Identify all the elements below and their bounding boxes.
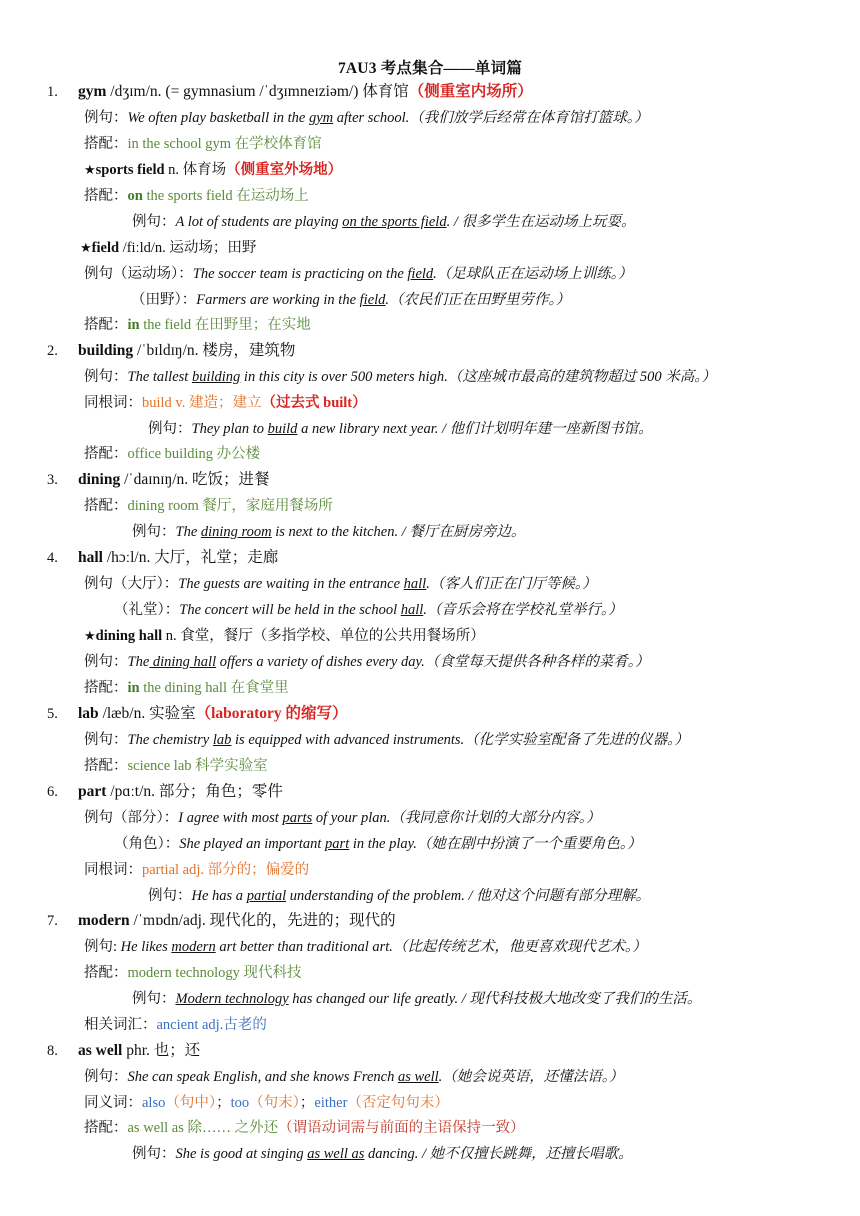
example-translation: （音乐会将在学校礼堂举行。） bbox=[426, 602, 623, 618]
collocation-keyword: in bbox=[127, 317, 140, 333]
definition: /fiːld/n. 运动场；田野 bbox=[119, 240, 257, 256]
collocation-text: the sports field 在运动场上 bbox=[142, 188, 309, 204]
example-text: of your plan. bbox=[312, 810, 391, 826]
related-words-line bbox=[84, 1015, 267, 1035]
example-label: 例句： bbox=[132, 524, 176, 540]
related-label: 相关词汇： bbox=[84, 1017, 157, 1033]
related-headword: field bbox=[91, 240, 120, 256]
example-text: in the play. bbox=[349, 836, 417, 852]
related-headword-line bbox=[84, 626, 485, 646]
example-label: 例句： bbox=[148, 421, 192, 437]
collocation-label: 搭配： bbox=[84, 136, 128, 152]
entry-number: 3. bbox=[47, 472, 58, 488]
example-keyword: on the sports field bbox=[342, 214, 447, 230]
example-translation: （比起传统艺术，他更喜欢现代艺术。） bbox=[392, 939, 647, 955]
collocation-keyword: in bbox=[127, 680, 140, 696]
definition: n. 食堂，餐厅 bbox=[162, 628, 253, 644]
headword: building bbox=[78, 342, 134, 359]
example-label: 例句（运动场）： bbox=[84, 266, 193, 282]
example-text: . / 很多学生在运动场上玩耍。 bbox=[446, 214, 636, 230]
entry-headword-line bbox=[78, 341, 295, 361]
example-text: The bbox=[127, 654, 150, 670]
collocation-line bbox=[84, 678, 289, 698]
cognate-label: 同根词： bbox=[84, 862, 142, 878]
example-translation: （她在剧中扮演了一个重要角色。） bbox=[416, 836, 642, 852]
example-keyword: Modern technology bbox=[175, 991, 289, 1007]
example-keyword: field bbox=[407, 266, 434, 282]
example-label: 例句： bbox=[84, 110, 128, 126]
example-translation: （化学实验室配备了先进的仪器。） bbox=[464, 732, 689, 748]
example-label: 例句： bbox=[84, 732, 128, 748]
related-headword: dining hall bbox=[95, 628, 163, 644]
entry-number: 1. bbox=[47, 84, 58, 100]
cognate-text: partial adj. 部分的；偏爱的 bbox=[142, 862, 310, 878]
related-headword-line bbox=[80, 238, 256, 258]
example-keyword: dining room bbox=[200, 524, 272, 540]
example-text: after school. bbox=[333, 110, 410, 126]
example-text: understanding of the problem. / 他对这个问题有部分理解。 bbox=[286, 888, 651, 904]
example-keyword: lab bbox=[212, 732, 232, 748]
example-line bbox=[84, 108, 649, 128]
collocation-text: modern technology 现代科技 bbox=[127, 965, 302, 981]
example-line bbox=[84, 367, 716, 387]
collocation-label: 搭配： bbox=[84, 188, 128, 204]
collocation-label: 搭配： bbox=[84, 446, 128, 462]
example-label: （田野）： bbox=[131, 292, 197, 308]
example-label: 例句： bbox=[84, 654, 128, 670]
example-text: is next to the kitchen. / 餐厅在厨房旁边。 bbox=[271, 524, 526, 540]
entry-number: 4. bbox=[47, 550, 58, 566]
example-keyword: build bbox=[267, 421, 298, 437]
example-text: . bbox=[438, 1069, 443, 1085]
example-text: . bbox=[433, 266, 437, 282]
related-headword-line bbox=[84, 160, 342, 180]
example-text: She can speak English, and she knows French bbox=[127, 1069, 398, 1085]
usage-note: （过去式 built） bbox=[261, 395, 367, 411]
example-text: The soccer team is practicing on the bbox=[192, 266, 408, 282]
headword: as well bbox=[78, 1042, 123, 1059]
example-line bbox=[148, 886, 650, 906]
entry-headword-line bbox=[78, 548, 278, 568]
collocation-text: dining room 餐厅，家庭用餐场所 bbox=[127, 498, 333, 514]
collocation-text: as well as 除…… 之外还 bbox=[127, 1120, 279, 1136]
example-keyword: parts bbox=[282, 810, 313, 826]
example-line bbox=[114, 600, 623, 620]
example-line bbox=[84, 574, 597, 594]
example-text: . bbox=[423, 602, 427, 618]
synonym-note: （否定句句末） bbox=[347, 1095, 449, 1111]
collocation-label: 搭配： bbox=[84, 317, 128, 333]
cognate-text: build v. 建造；建立 bbox=[142, 395, 262, 411]
headword: dining bbox=[78, 471, 121, 488]
example-text: He likes bbox=[120, 939, 172, 955]
entry-number: 2. bbox=[47, 343, 58, 359]
example-translation: （客人们正在门厅等候。） bbox=[429, 576, 597, 592]
example-text: The bbox=[175, 524, 201, 540]
example-label: 例句: bbox=[84, 939, 121, 955]
example-keyword: hall bbox=[400, 602, 424, 618]
entry-number: 6. bbox=[47, 784, 58, 800]
star-icon: ★ bbox=[84, 628, 96, 643]
headword: hall bbox=[78, 549, 103, 566]
collocation-label: 搭配： bbox=[84, 680, 128, 696]
definition: /pɑːt/n. 部分；角色；零件 bbox=[106, 783, 283, 800]
collocation-text: the dining hall 在食堂里 bbox=[139, 680, 289, 696]
definition: n. 体育场 bbox=[164, 162, 227, 178]
example-keyword: gym bbox=[308, 110, 334, 126]
cognate-line bbox=[84, 393, 367, 413]
collocation-label: 搭配： bbox=[84, 498, 128, 514]
usage-note: （laboratory 的缩写） bbox=[195, 705, 348, 722]
example-text: The guests are waiting in the entrance bbox=[178, 576, 404, 592]
collocation-line bbox=[84, 756, 268, 776]
cognate-label: 同根词： bbox=[84, 395, 142, 411]
example-line bbox=[132, 212, 635, 232]
collocation-text: the field 在田野里；在实地 bbox=[139, 317, 311, 333]
cognate-line bbox=[84, 860, 309, 880]
entry-headword-line bbox=[78, 911, 396, 931]
headword: part bbox=[78, 783, 107, 800]
star-icon: ★ bbox=[84, 162, 96, 177]
example-label: 例句： bbox=[84, 369, 128, 385]
example-line bbox=[84, 1067, 624, 1087]
example-line bbox=[132, 522, 525, 542]
usage-note: （多指学校、单位的公共用餐场所） bbox=[252, 628, 485, 644]
example-label: 例句（大厅）： bbox=[84, 576, 179, 592]
collocation-text: science lab 科学实验室 bbox=[127, 758, 268, 774]
headword: modern bbox=[78, 912, 130, 929]
usage-note: （谓语动词需与前面的主语保持一致） bbox=[278, 1120, 525, 1136]
collocation-label: 搭配： bbox=[84, 965, 128, 981]
example-text: is equipped with advanced instruments. bbox=[231, 732, 465, 748]
separator: ； bbox=[299, 1095, 315, 1111]
example-text: She played an important bbox=[179, 836, 326, 852]
definition: /ˈbɪldɪŋ/n. 楼房，建筑物 bbox=[133, 342, 296, 359]
example-keyword: field bbox=[359, 292, 386, 308]
example-label: 例句： bbox=[132, 1146, 176, 1162]
example-line bbox=[84, 264, 633, 284]
example-text: I agree with most bbox=[178, 810, 283, 826]
example-line bbox=[132, 1144, 633, 1164]
synonym-text: too bbox=[230, 1095, 250, 1111]
collocation-label: 搭配： bbox=[84, 1120, 128, 1136]
entry-headword-line bbox=[78, 470, 270, 490]
example-label: 例句： bbox=[84, 1069, 128, 1085]
example-line bbox=[84, 730, 689, 750]
usage-note: （侧重室外场地） bbox=[226, 162, 343, 178]
example-keyword: as well as bbox=[307, 1146, 365, 1162]
example-line bbox=[148, 419, 653, 439]
headword: lab bbox=[78, 705, 99, 722]
example-line bbox=[84, 808, 601, 828]
example-text: She is good at singing bbox=[175, 1146, 308, 1162]
synonym-label: 同义词： bbox=[84, 1095, 142, 1111]
definition: /læb/n. 实验室 bbox=[98, 705, 196, 722]
synonym-line bbox=[84, 1093, 449, 1113]
collocation-line bbox=[84, 444, 260, 464]
collocation-label: 搭配： bbox=[84, 758, 128, 774]
separator: ； bbox=[216, 1095, 231, 1111]
example-keyword: partial bbox=[246, 888, 287, 904]
example-text: The concert will be held in the school bbox=[179, 602, 401, 618]
entry-headword-line bbox=[78, 1041, 200, 1061]
collocation-line bbox=[84, 186, 309, 206]
example-text: art better than traditional art. bbox=[215, 939, 393, 955]
example-line bbox=[84, 937, 647, 957]
example-keyword: building bbox=[191, 369, 241, 385]
example-text: A lot of students are playing bbox=[175, 214, 343, 230]
synonym-note: （句中） bbox=[165, 1095, 217, 1111]
collocation-line bbox=[84, 134, 322, 154]
collocation-line bbox=[84, 1118, 525, 1138]
example-text: a new library next year. / 他们计划明年建一座新图书馆。 bbox=[297, 421, 653, 437]
example-label: （礼堂）： bbox=[114, 602, 180, 618]
related-headword: sports field bbox=[95, 162, 165, 178]
example-translation: （食堂每天提供各种各样的菜肴。） bbox=[424, 654, 650, 670]
collocation-line bbox=[84, 496, 333, 516]
example-text: . bbox=[426, 576, 430, 592]
entry-headword-line bbox=[78, 782, 283, 802]
example-keyword: part bbox=[325, 836, 350, 852]
entry-headword-line bbox=[78, 82, 533, 102]
example-text: We often play basketball in the bbox=[127, 110, 309, 126]
example-text: Farmers are working in the bbox=[196, 292, 360, 308]
collocation-line bbox=[84, 315, 311, 335]
collocation-text: office building 办公楼 bbox=[127, 446, 261, 462]
example-text: The chemistry bbox=[127, 732, 213, 748]
example-line bbox=[132, 989, 701, 1009]
example-label: 例句： bbox=[132, 991, 176, 1007]
synonym-note: （句末） bbox=[249, 1095, 300, 1111]
headword: gym bbox=[78, 83, 107, 100]
entry-number: 5. bbox=[47, 706, 58, 722]
example-label: 例句： bbox=[148, 888, 192, 904]
example-label: 例句： bbox=[132, 214, 176, 230]
definition: /ˈmɒdn/adj. 现代化的，先进的；现代的 bbox=[129, 912, 396, 929]
example-keyword: dining hall bbox=[149, 654, 217, 670]
example-text: He has a bbox=[191, 888, 247, 904]
example-translation: （足球队正在运动场上训练。） bbox=[436, 266, 633, 282]
collocation-line bbox=[84, 963, 301, 983]
definition: /dʒɪm/n. (= gymnasium /ˈdʒɪmneɪziəm/) 体育馆 bbox=[106, 83, 409, 100]
example-line bbox=[114, 834, 642, 854]
example-translation: （这座城市最高的建筑物超过 500 米高。） bbox=[447, 369, 716, 385]
synonym-text: either bbox=[314, 1095, 348, 1111]
definition: /hɔːl/n. 大厅，礼堂；走廊 bbox=[102, 549, 279, 566]
example-text: . bbox=[385, 292, 390, 308]
entry-headword-line bbox=[78, 704, 348, 724]
example-keyword: hall bbox=[403, 576, 427, 592]
definition: /ˈdaɪnɪŋ/n. 吃饭；进餐 bbox=[120, 471, 270, 488]
page-title: 7AU3 考点集合——单词篇 bbox=[337, 60, 523, 77]
example-label: 例句（部分）： bbox=[84, 810, 179, 826]
definition: phr. 也；还 bbox=[122, 1042, 201, 1059]
example-translation: （我同意你计划的大部分内容。） bbox=[390, 810, 601, 826]
example-text: dancing. / 她不仅擅长跳舞，还擅长唱歌。 bbox=[364, 1146, 633, 1162]
example-line bbox=[131, 290, 570, 310]
example-translation: （我们放学后经常在体育馆打篮球。） bbox=[409, 110, 649, 126]
example-keyword: modern bbox=[171, 939, 216, 955]
related-text: ancient adj.古老的 bbox=[156, 1017, 267, 1033]
usage-note: （侧重室内场所） bbox=[408, 83, 533, 100]
example-line bbox=[84, 652, 649, 672]
entry-number: 7. bbox=[47, 913, 58, 929]
collocation-text: in the school gym 在学校体育馆 bbox=[127, 136, 322, 152]
example-text: has changed our life greatly. / 现代科技极大地改变了我们的生活。 bbox=[288, 991, 702, 1007]
example-translation: （农民们正在田野里劳作。） bbox=[389, 292, 571, 308]
collocation-keyword: on bbox=[127, 188, 143, 204]
example-text: in this city is over 500 meters high. bbox=[240, 369, 448, 385]
synonym-text: also bbox=[142, 1095, 166, 1111]
example-label: （角色）： bbox=[114, 836, 180, 852]
entry-number: 8. bbox=[47, 1043, 58, 1059]
example-text: They plan to bbox=[191, 421, 268, 437]
example-text: The tallest bbox=[127, 369, 192, 385]
example-text: offers a variety of dishes every day. bbox=[216, 654, 425, 670]
example-keyword: as well bbox=[397, 1069, 439, 1085]
star-icon: ★ bbox=[80, 240, 92, 255]
example-translation: （她会说英语，还懂法语。） bbox=[442, 1069, 624, 1085]
